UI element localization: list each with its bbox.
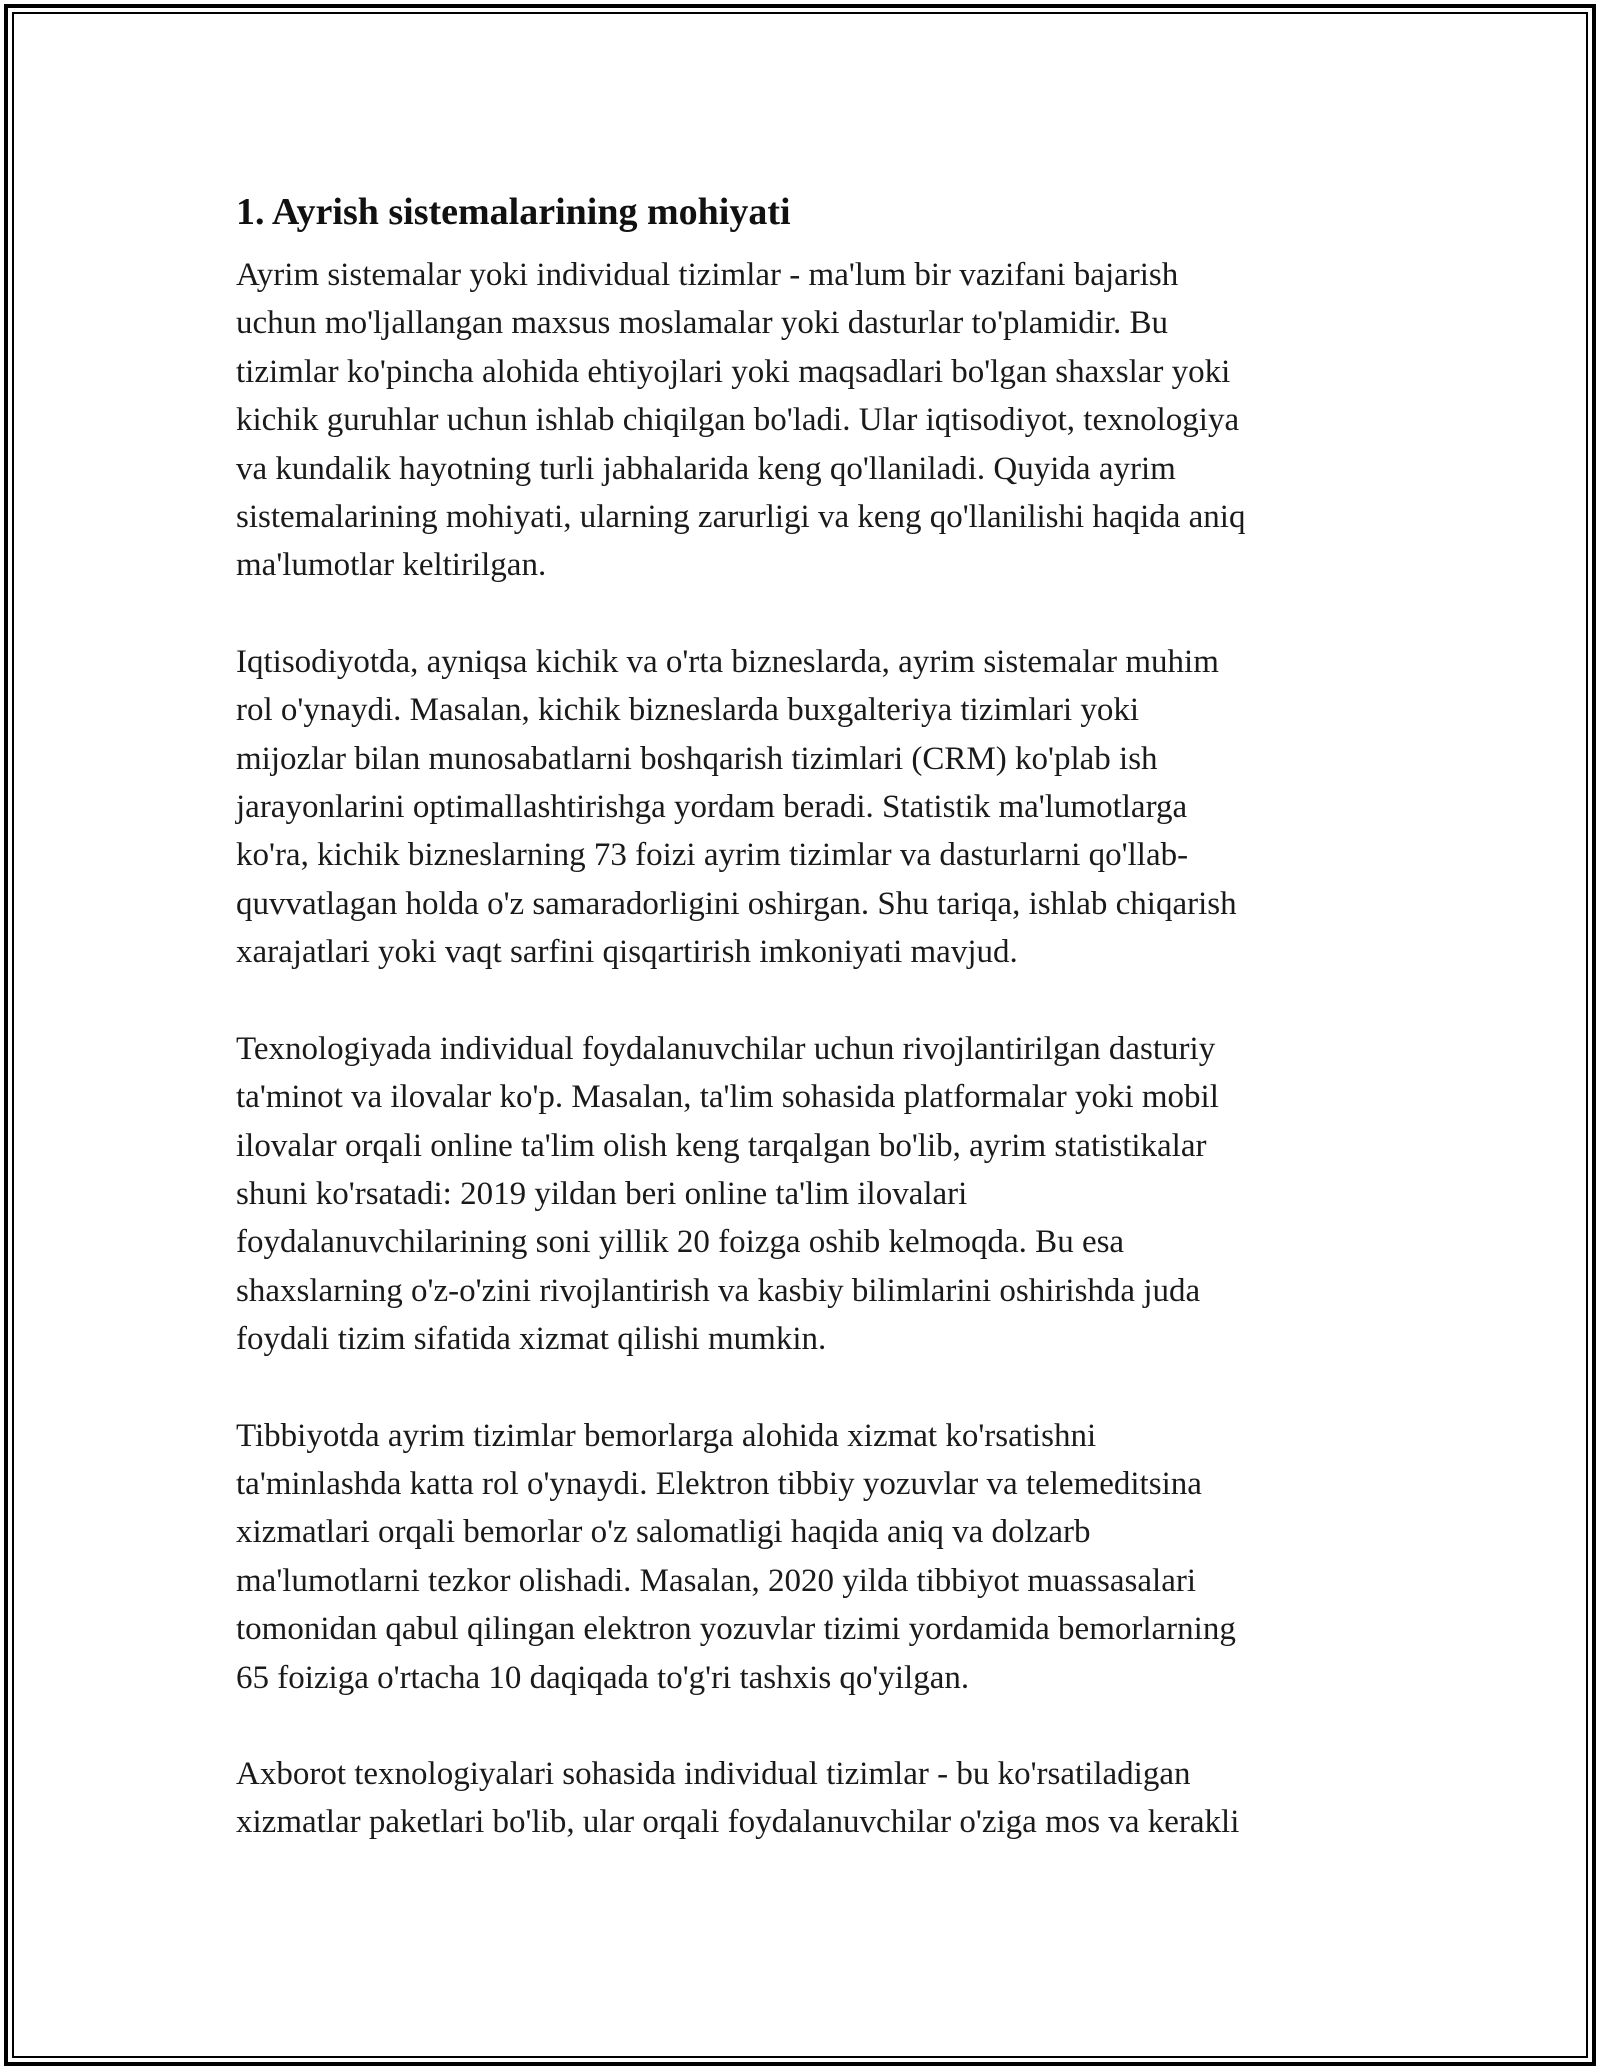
document-body xyxy=(236,187,1376,1847)
paragraph-economy: Iqtisodiyotda, ayniqsa kichik va o'rta bizneslarda, ayrim sistemalar muhim rol o'ynaydi. Masalan, kichik bizneslarda buxgalteriya tizimlari yoki mijozlar bilan munosabatlarni boshqarish tizimlari (CRM) ko'plab ish jarayonlarini optimallashtirishga yordam beradi. Statistik ma'lumotlarga ko'ra, kichik bizneslarning 73 foizi ayrim tizimlar va dasturlarni qo'llab- quvvatlagan holda o'z samaradorligini oshirgan. Shu tariqa, ishlab chiqarish xarajatlari yoki vaqt sarfini qisqartirish imkoniyati mavjud. xyxy=(236,643,1237,971)
paragraph-it: Axborot texnologiyalari sohasida individual tizimlar - bu ko'rsatiladigan xizmatlar paketlari bo'lib, ular orqali foydalanuvchilar o'ziga mos va kerakli xyxy=(236,1755,1240,1841)
paragraph-medicine: Tibbiyotda ayrim tizimlar bemorlarga alohida xizmat ko'rsatishni ta'minlashda katta rol o'ynaydi. Elektron tibbiy yozuvlar va telemeditsina xizmatlari orqali bemorlar o'z salomatligi haqida aniq va dolzarb ma'lumotlarni tezkor olishadi. Masalan, 2020 yilda tibbiyot muassasalari tomonidan qabul qilingan elektron yozuvlar tizimi yordamida bemorlarning 65 foiziga o'rtacha 10 daqiqada to'g'ri tashxis qo'yilgan. xyxy=(236,1417,1236,1696)
paragraph-intro: Ayrim sistemalar yoki individual tizimlar - ma'lum bir vazifani bajarish uchun mo'ljallangan maxsus moslamalar yoki dasturlar to'plamidir. Bu tizimlar ko'pincha alohida ehtiyojlari yoki maqsadlari bo'lgan shaxslar yoki kichik guruhlar uchun ishlab chiqilgan bo'ladi. Ular iqtisodiyot, texnologiya va kundalik hayotning turli jabhalarida keng qo'llaniladi. Quyida ayrim sistemalarining mohiyati, ularning zarurligi va keng qo'llanilishi haqida aniq ma'lumotlar keltirilgan. xyxy=(236,257,1246,584)
section-heading: 1. Ayrish sistemalarining mohiyati xyxy=(236,191,791,233)
paragraph-technology: Texnologiyada individual foydalanuvchilar uchun rivojlantirilgan dasturiy ta'minot va ilovalar ko'p. Masalan, ta'lim sohasida platformalar yoki mobil ilovalar orqali online ta'lim olish keng tarqalgan bo'lib, ayrim statistikalar shuni ko'rsatadi: 2019 yildan beri online ta'lim ilovalari foydalanuvchilarining soni yillik 20 foizga oshib kelmoqda. Bu esa shaxslarning o'z-o'zini rivojlantirish va kasbiy bilimlarini oshirishda juda foydali tizim sifatida xizmat qilishi mumkin. xyxy=(236,1030,1219,1358)
